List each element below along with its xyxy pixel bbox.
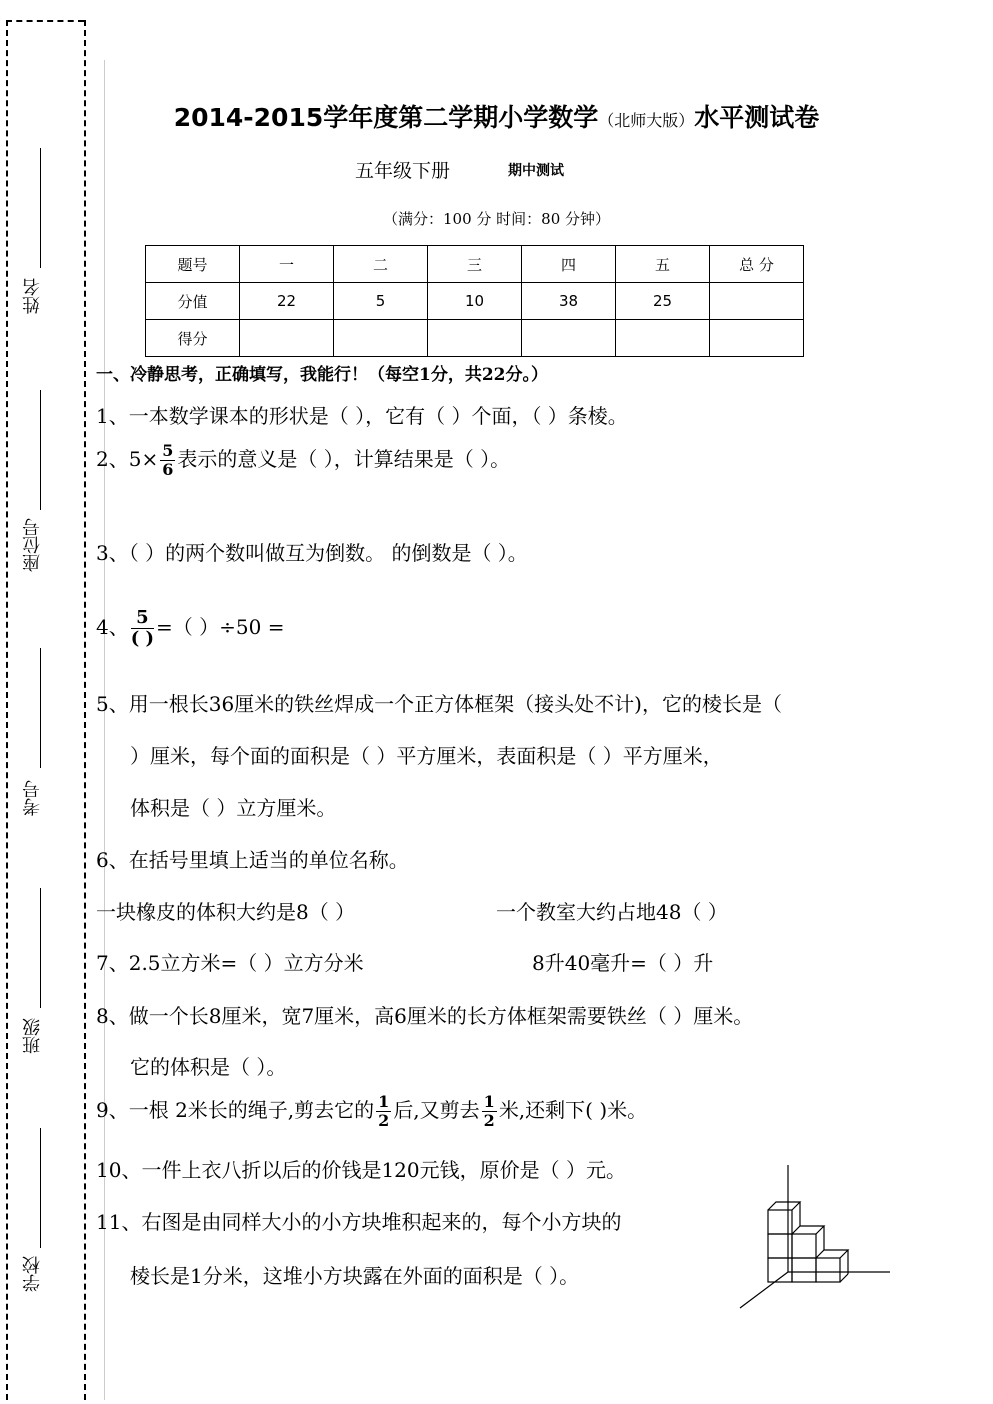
school-label: 学校 xyxy=(22,1256,43,1292)
table-cell: 一 xyxy=(240,246,334,283)
table-cell[interactable] xyxy=(522,320,616,357)
question-5-line-2: ）厘米，每个面的面积是（ ）平方厘米，表面积是（ ）平方厘米， xyxy=(130,744,723,768)
fraction: $\frac{5}{( )}$ xyxy=(130,607,155,649)
table-cell: 25 xyxy=(616,283,710,320)
table-cell: 五 xyxy=(616,246,710,283)
section-1-heading: 一、冷静思考，正确填写，我能行！（每空1分，共22分。） xyxy=(96,365,548,385)
table-cell: 三 xyxy=(428,246,522,283)
question-2: 2、5× $\frac{5}{6}$ 表示的意义是（ ），计算结果是（ ）。 xyxy=(96,441,511,479)
exam-info: （满分：100 分 时间：80 分钟） xyxy=(382,210,611,228)
table-cell: 二 xyxy=(334,246,428,283)
table-cell: 分值 xyxy=(146,283,240,320)
class-label: 班级 xyxy=(22,1018,43,1054)
class-blank-line xyxy=(40,888,41,1008)
table-cell: 得分 xyxy=(146,320,240,357)
question-5-line-3: 体积是（ ）立方厘米。 xyxy=(130,796,337,820)
question-9: 9、一根 2米长的绳子,剪去它的 $\frac{1}{2}$ 后,又剪去 $\frac{1}{2}$ 米,还剩下( )米。 xyxy=(96,1092,648,1130)
seat-label: 座位号 xyxy=(22,518,43,572)
exam-no-blank-line xyxy=(40,648,41,768)
question-10: 10、一件上衣八折以后的价钱是120元钱，原价是（ ）元。 xyxy=(96,1158,626,1182)
school-blank-line xyxy=(40,1128,41,1248)
table-cell: 题号 xyxy=(146,246,240,283)
table-cell: 四 xyxy=(522,246,616,283)
test-type-label: 期中测试 xyxy=(508,163,564,179)
margin-rule xyxy=(104,60,105,1400)
table-cell[interactable] xyxy=(616,320,710,357)
fraction: $\frac{1}{2}$ xyxy=(378,1092,390,1130)
question-5-line-1: 5、用一根长36厘米的铁丝焊成一个正方体框架（接头处不计)，它的棱长是（ xyxy=(96,692,782,716)
seat-blank-line xyxy=(40,390,41,510)
question-11-line-1: 11、右图是由同样大小的小方块堆积起来的，每个小方块的 xyxy=(96,1210,622,1234)
table-cell xyxy=(710,283,804,320)
fraction: $\frac{5}{6}$ xyxy=(162,441,174,479)
question-6b: 一个教室大约占地48（ ） xyxy=(496,900,728,924)
table-cell: 22 xyxy=(240,283,334,320)
table-cell[interactable] xyxy=(334,320,428,357)
score-table xyxy=(145,245,804,357)
page-title: 2014-2015学年度第二学期小学数学（北师大版）水平测试卷 xyxy=(173,103,820,132)
question-4: 4、 $\frac{5}{( )}$ =（ ）÷50 = xyxy=(96,607,285,649)
score-table-points-row xyxy=(146,283,804,320)
fraction: $\frac{1}{2}$ xyxy=(483,1092,495,1130)
question-7a: 7、2.5立方米=（ ）立方分米 xyxy=(96,951,364,975)
question-8-line-2: 它的体积是（ ）。 xyxy=(130,1055,287,1079)
question-3: 3、（ ）的两个数叫做互为倒数。 的倒数是（ ）。 xyxy=(96,541,528,565)
table-cell[interactable] xyxy=(240,320,334,357)
table-cell: 5 xyxy=(334,283,428,320)
question-6a: 一块橡皮的体积大约是8（ ） xyxy=(96,900,356,924)
table-cell[interactable] xyxy=(428,320,522,357)
question-8-line-1: 8、做一个长8厘米，宽7厘米，高6厘米的长方体框架需要铁丝（ ）厘米。 xyxy=(96,1004,754,1028)
binding-border-top xyxy=(6,20,84,22)
question-1: 1、一本数学课本的形状是（ ），它有（ ）个面，（ ）条棱。 xyxy=(96,404,628,428)
table-cell: 38 xyxy=(522,283,616,320)
table-cell: 总 分 xyxy=(710,246,804,283)
score-table-score-row xyxy=(146,320,804,357)
grade-label: 五年级下册 xyxy=(355,160,451,182)
name-label: 姓名 xyxy=(22,278,43,314)
exam-no-label: 考号 xyxy=(22,780,43,816)
table-cell[interactable] xyxy=(710,320,804,357)
question-6: 6、在括号里填上适当的单位名称。 xyxy=(96,848,409,872)
score-table-header-row xyxy=(146,246,804,283)
table-cell: 10 xyxy=(428,283,522,320)
question-7b: 8升40毫升=（ ）升 xyxy=(532,951,714,975)
cube-stack-figure xyxy=(730,1160,900,1310)
question-11-line-2: 棱长是1分米，这堆小方块露在外面的面积是（ ）。 xyxy=(130,1264,580,1288)
